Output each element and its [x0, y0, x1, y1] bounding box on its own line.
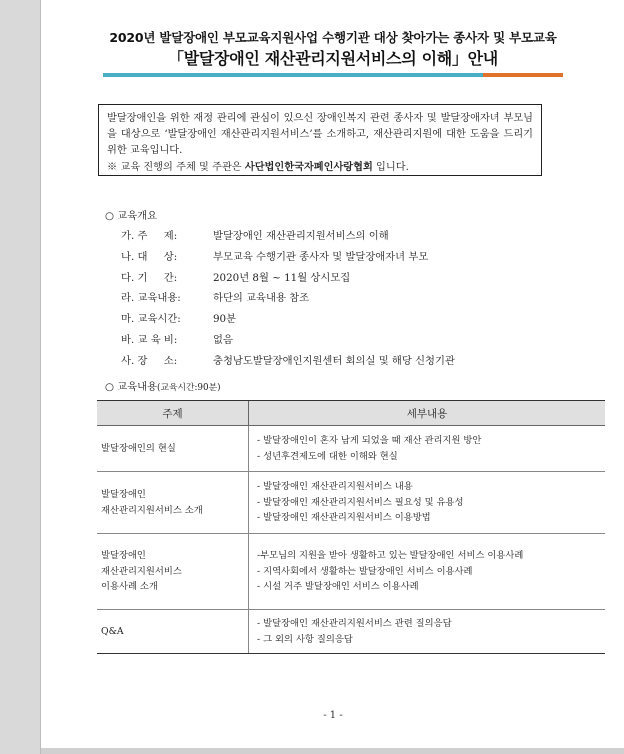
content-heading — [105, 378, 221, 393]
overview-item-value: 90분 — [213, 313, 237, 326]
table-row — [97, 426, 605, 472]
topic-line: 이용사례 소개 — [101, 581, 158, 593]
detail-line: - 그 외의 사항 질의응답 — [257, 633, 353, 645]
detail-line: - 성년후견제도에 대한 이해와 현실 — [257, 450, 398, 462]
note-suffix: 입니다. — [372, 161, 409, 173]
details-cell — [249, 426, 606, 472]
overview-item — [121, 351, 455, 372]
topic-cell — [97, 610, 249, 654]
overview-item-label: 사. 장 소: — [121, 354, 181, 367]
overview-item — [121, 309, 455, 330]
detail-line: - 발달장애인 재산관리지원서비스 필요성 및 유용성 — [257, 496, 464, 508]
detail-line: - 발달장애인 재산관리지원서비스 이용방법 — [257, 512, 431, 524]
topic-line: 재산관리지원서비스 소개 — [101, 504, 203, 516]
page-number: - 1 - — [323, 710, 343, 721]
overview-item-value: 발달장애인 재산관리지원서비스의 이해 — [213, 230, 389, 242]
topic-cell — [97, 472, 249, 534]
overview-item-label: 다. 기 간: — [121, 271, 181, 284]
topic-line: 발달장애인의 현실 — [101, 442, 176, 454]
topic-line: 발달장애인 — [101, 550, 146, 562]
overview-item-label: 라. 교육내용: — [121, 292, 185, 305]
detail-line: - 발달장애인 재산관리지원서비스 내용 — [257, 481, 413, 493]
note-prefix: ※ 교육 진행의 주체 및 주관은 — [107, 161, 245, 173]
table-header-row — [97, 401, 605, 426]
intro-box — [98, 104, 542, 176]
details-cell — [249, 472, 606, 534]
page-bottom-edge — [41, 748, 624, 754]
column-header-details: 세부내용 — [249, 401, 606, 426]
overview-item-value: 충청남도발달장애인지원센터 회의실 및 해당 신청기관 — [213, 354, 455, 367]
overview-item — [121, 226, 455, 247]
document-page — [40, 0, 624, 754]
intro-paragraph: 발달장애인을 위한 재정 관리에 관심이 있으신 장애인복지 관련 종사자 및 발달장애자녀 부모님을 대상으로 ‘발달장애인 재산관리지원서비스’를 소개하고, 재산관리지원에 대한 도움을 드리기 위한 교육입니다. — [107, 113, 533, 157]
overview-item — [121, 330, 455, 351]
title-line-2: 「발달장애인 재산관리지원서비스의 이해」안내 — [168, 49, 498, 68]
detail-line: - 발달장애인이 혼자 남게 되었을 때 재산 관리지원 방안 — [257, 435, 482, 446]
details-cell — [249, 610, 606, 654]
overview-item — [121, 268, 455, 289]
content-table — [97, 400, 605, 654]
overview-list — [121, 226, 455, 372]
overview-item — [121, 247, 455, 268]
content-heading-text: ○ 교육내용 — [105, 381, 158, 393]
title-line-1: 2020년 발달장애인 부모교육지원사업 수행기관 대상 찾아가는 종사자 및 부모교육 — [109, 30, 557, 45]
overview-heading: ○ 교육개요 — [105, 210, 158, 222]
overview-item-label: 나. 대 상: — [121, 250, 181, 263]
detail-line: - 지역사회에서 생활하는 발달장애인 서비스 이용사례 — [257, 565, 473, 577]
overview-item-label: 바. 교 육 비: — [121, 333, 181, 346]
overview-item-value: 부모교육 수행기관 종사자 및 발달장애자녀 부모 — [213, 250, 429, 263]
overview-item — [121, 288, 455, 309]
overview-item-value: 없음 — [213, 333, 233, 346]
topic-cell — [97, 534, 249, 610]
detail-line: -부모님의 지원을 받아 생활하고 있는 발달장애인 서비스 이용사례 — [257, 550, 524, 562]
overview-item-value: 하단의 교육내용 참조 — [213, 292, 310, 305]
overview-item-label: 가. 주 제: — [121, 230, 181, 242]
title-underline-orange — [483, 73, 563, 77]
title-underline-teal — [103, 73, 483, 77]
table-row — [97, 534, 605, 610]
topic-cell — [97, 426, 249, 472]
detail-line: - 시설 거주 발달장애인 서비스 이용사례 — [257, 581, 419, 593]
topic-line: Q&A — [101, 625, 124, 637]
details-cell — [249, 534, 606, 610]
table-row — [97, 472, 605, 534]
topic-line: 재산관리지원서비스 — [101, 565, 182, 577]
topic-line: 발달장애인 — [101, 489, 146, 500]
column-header-topic: 주제 — [97, 401, 249, 426]
detail-line: - 발달장애인 재산관리지원서비스 관련 질의응답 — [257, 618, 452, 629]
intro-note — [107, 160, 533, 176]
content-heading-sub: (교육시간:90분) — [157, 383, 221, 393]
organizer-name: 사단법인한국자폐인사랑협회 — [244, 161, 373, 173]
overview-item-value: 2020년 8월 ~ 11월 상시모집 — [213, 271, 351, 284]
table-row — [97, 610, 605, 654]
overview-item-label: 마. 교육시간: — [121, 313, 185, 326]
